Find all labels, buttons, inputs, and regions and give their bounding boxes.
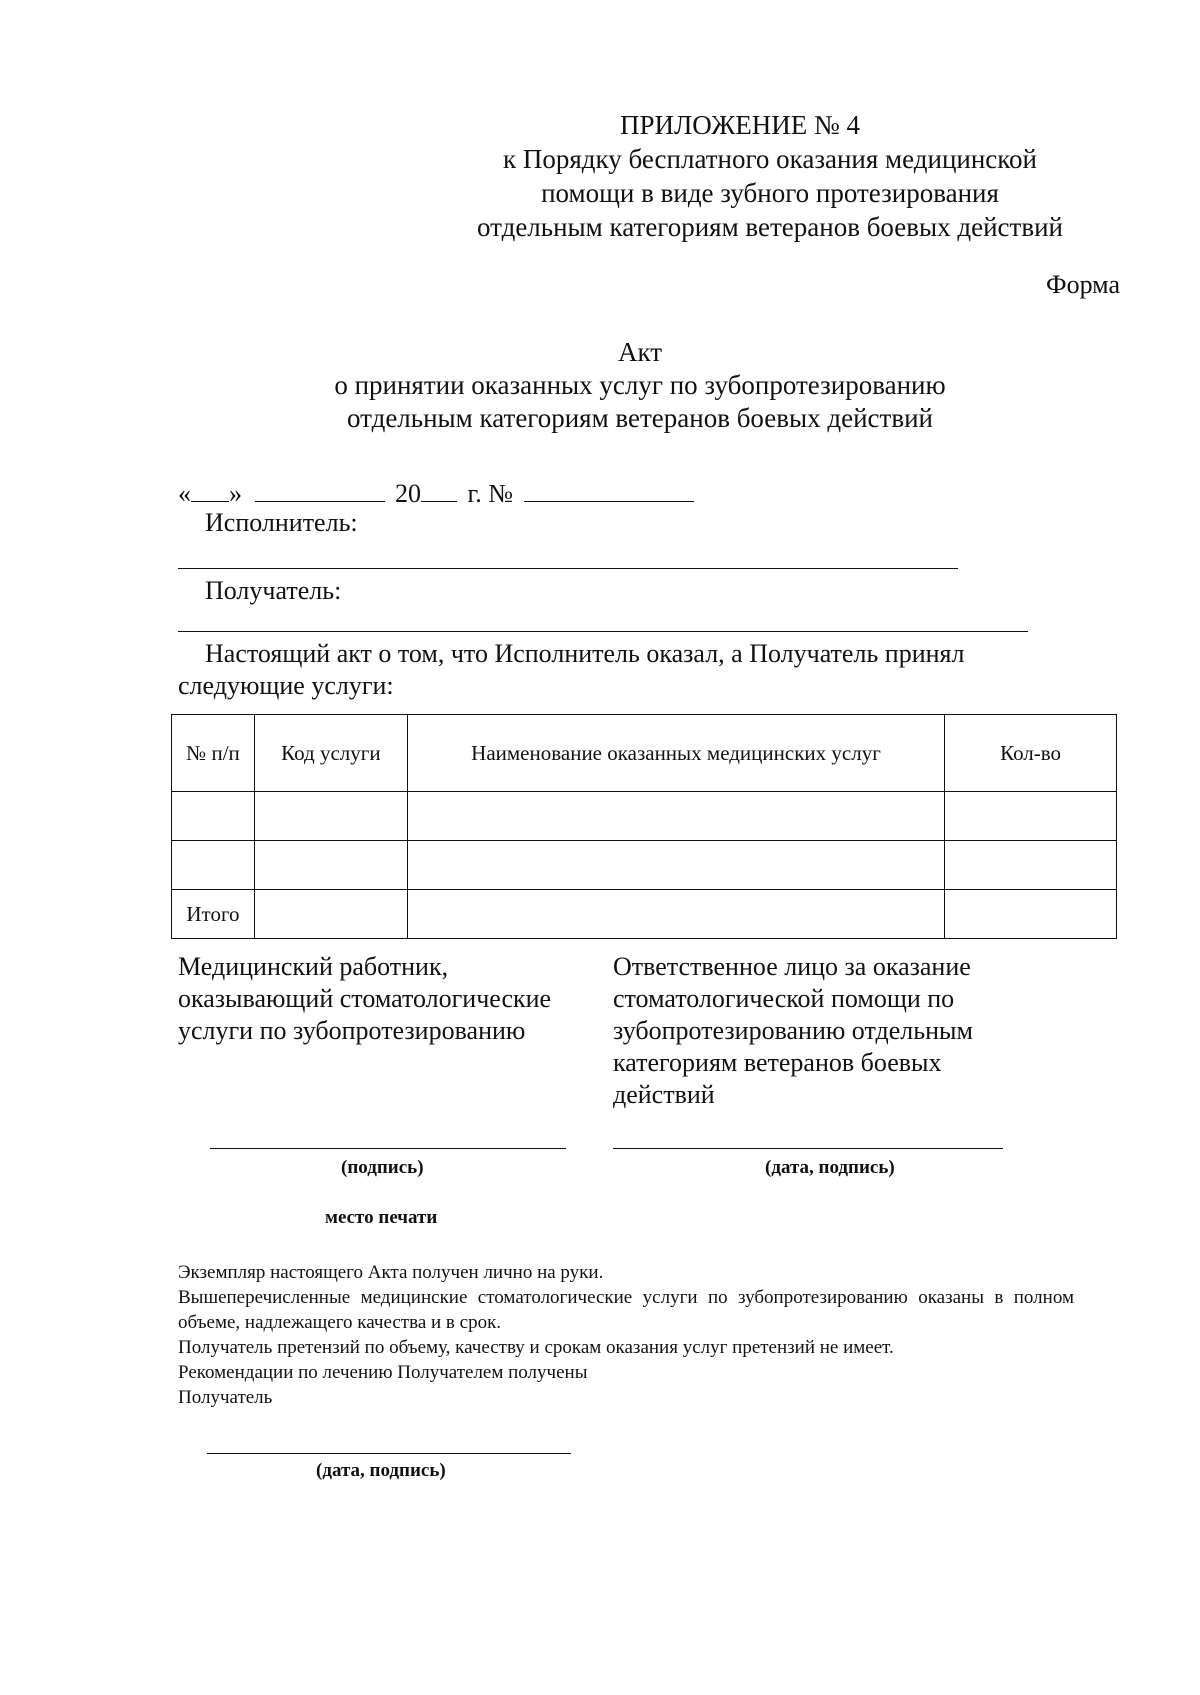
medical-worker-line-1: Медицинский работник, [178,952,449,981]
year-prefix: 20 [395,479,421,508]
act-title-line-1: Акт [617,337,663,367]
table-cell[interactable] [407,841,944,890]
services-table [171,714,1117,939]
col-header-number: № п/п [172,715,255,792]
table-cell[interactable] [172,841,255,890]
executor-field[interactable] [178,568,958,569]
appendix-number: ПРИЛОЖЕНИЕ № 4 [619,110,861,140]
table-cell[interactable] [254,890,407,939]
table-row [172,792,1117,841]
recipient-label: Получатель: [205,576,342,605]
appendix-line-2: помощи в виде зубного протезирования [541,178,999,208]
appendix-header [420,108,1120,244]
note-line-3: Получатель претензий по объему, качеству и срокам оказания услуг претензий не имеет. [178,1337,894,1358]
month-field[interactable] [255,475,385,502]
table-cell[interactable] [254,792,407,841]
table-total-row [172,890,1117,939]
table-cell[interactable] [945,841,1117,890]
act-title-line-3: отдельным категориям ветеранов боевых действий [347,403,933,433]
acknowledgement-notes [178,1260,1074,1410]
total-label: Итого [172,890,255,939]
recipient-signature-field[interactable] [207,1453,571,1454]
col-header-name: Наименование оказанных медицинских услуг [407,715,944,792]
medical-worker-line-3: услуги по зубопротезированию [178,1016,526,1045]
recipient-signature-caption: (дата, подпись) [316,1460,446,1481]
table-header-row [172,715,1117,792]
signature-caption-right: (дата, подпись) [765,1157,895,1178]
responsible-signature-field[interactable] [613,1148,1003,1149]
act-title-line-2: о принятии оказанных услуг по зубопротезированию [334,370,946,400]
medical-worker-title [178,951,551,1047]
signature-caption-left: (подпись) [341,1157,424,1178]
appendix-line-3: отдельным категориям ветеранов боевых действий [477,212,1063,242]
act-title [200,336,1080,435]
close-quote: » [229,479,242,508]
responsible-line-4: категориям ветеранов боевых [613,1048,942,1077]
medical-worker-signature-field[interactable] [210,1148,566,1149]
responsible-line-1: Ответственное лицо за оказание [613,952,971,981]
table-cell[interactable] [407,890,944,939]
table-cell[interactable] [945,792,1117,841]
table-row [172,841,1117,890]
form-label: Форма [1046,270,1120,299]
table-cell[interactable] [945,890,1117,939]
col-header-code: Код услуги [254,715,407,792]
responsible-line-3: зубопротезированию отдельным [613,1016,973,1045]
responsible-line-2: стоматологической помощи по [613,984,955,1013]
table-cell[interactable] [254,841,407,890]
table-cell[interactable] [172,792,255,841]
year-field[interactable] [421,475,457,502]
responsible-person-title [613,951,973,1111]
note-line-5: Получатель [178,1387,273,1408]
appendix-line-1: к Порядку бесплатного оказания медицинской [503,144,1037,174]
note-line-2: Вышеперечисленные медицинские стоматологические услуги по зубопротезированию оказаны в полном объеме, надлежащего качества и в срок. [178,1287,1074,1333]
col-header-qty: Кол-во [945,715,1117,792]
executor-label: Исполнитель: [205,508,358,537]
responsible-line-5: действий [613,1080,715,1109]
intro-text: Настоящий акт о том, что Исполнитель оказал, а Получатель принял следующие услуги: [178,639,965,700]
medical-worker-line-2: оказывающий стоматологические [178,984,552,1013]
act-number-field[interactable] [524,475,694,502]
note-line-1: Экземпляр настоящего Акта получен лично на руки. [178,1262,604,1283]
number-prefix: г. № [467,479,514,508]
stamp-place-label: место печати [325,1207,438,1228]
date-number-line [178,475,694,509]
day-field[interactable] [191,475,229,502]
note-line-4: Рекомендации по лечению Получателем получены [178,1362,588,1383]
intro-paragraph [178,638,1058,702]
table-cell[interactable] [407,792,944,841]
recipient-field[interactable] [178,631,1028,632]
open-quote: « [178,479,191,508]
